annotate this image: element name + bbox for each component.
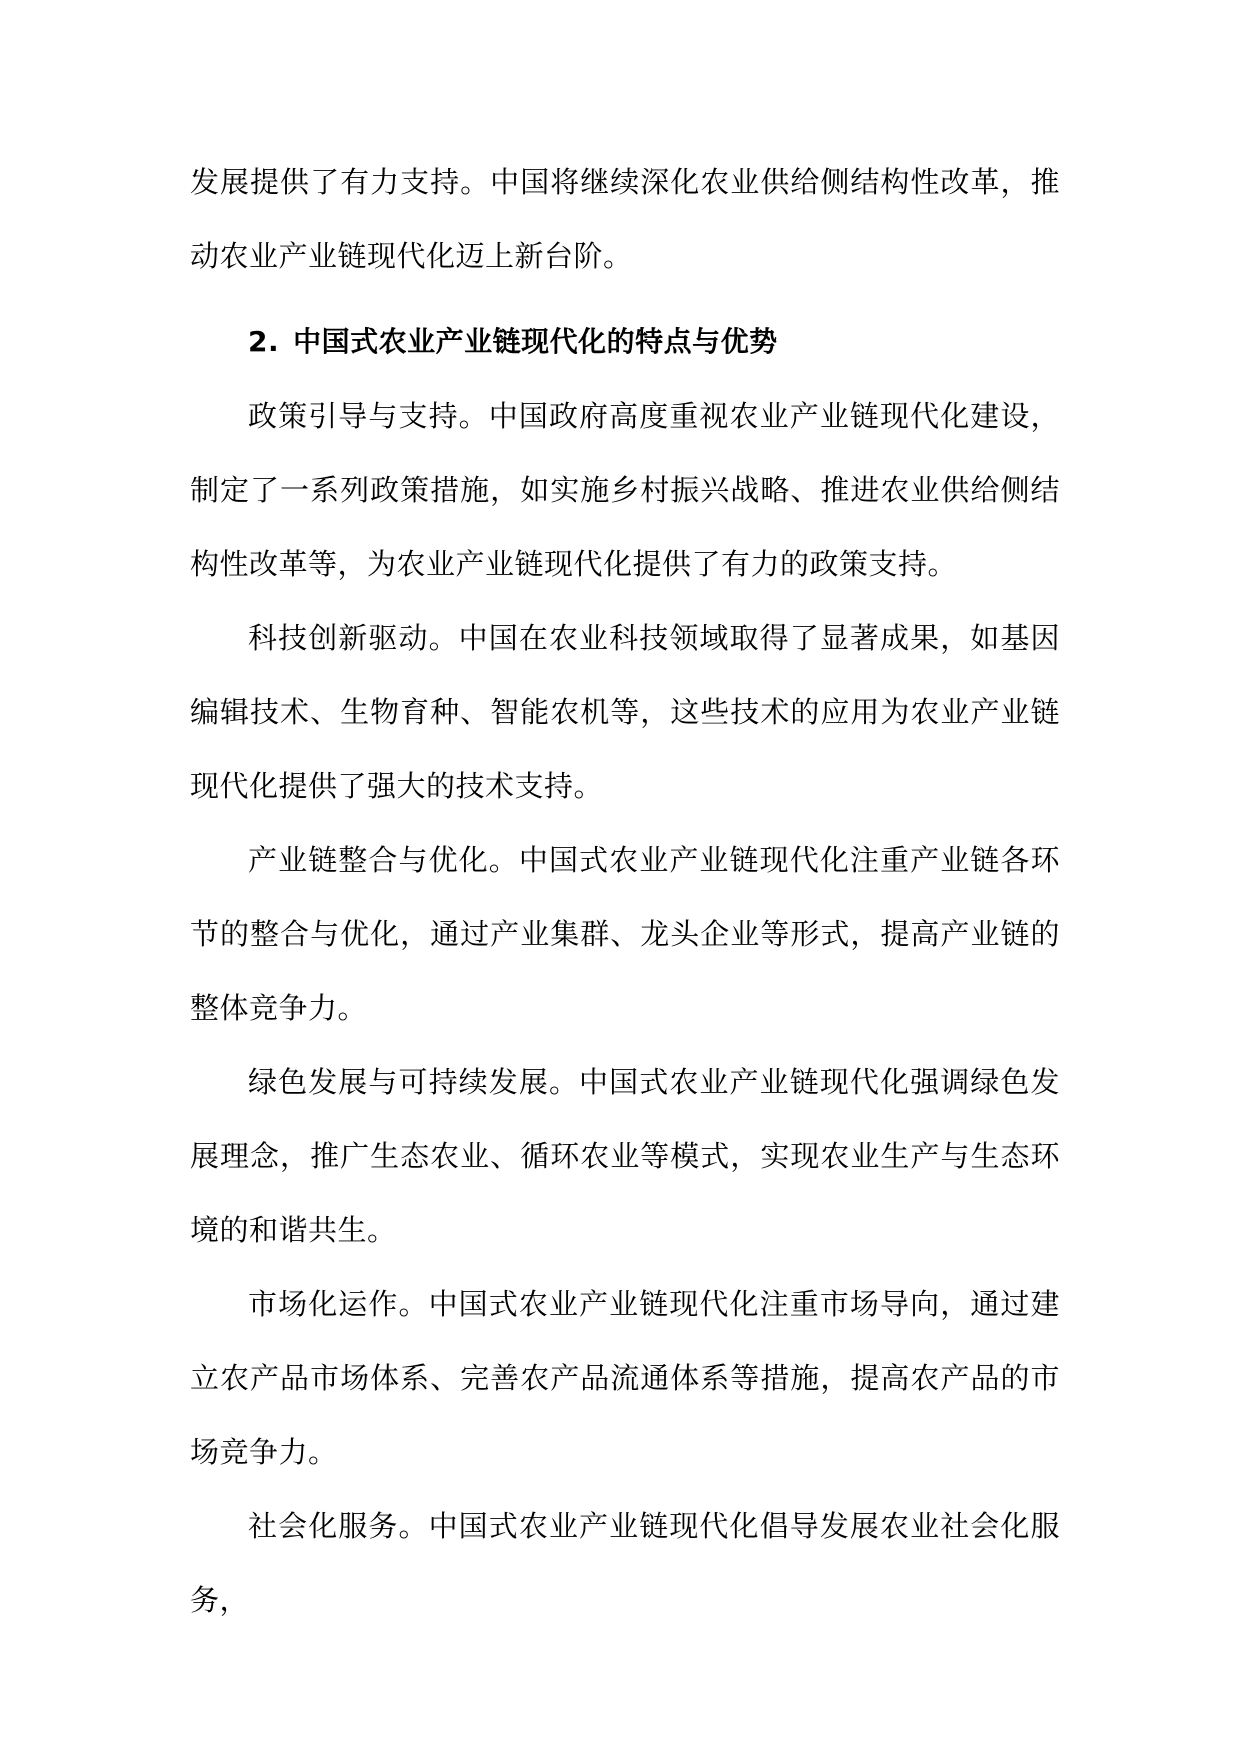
document-body	[190, 145, 1060, 1637]
paragraph-green-development: 绿色发展与可持续发展。中国式农业产业链现代化强调绿色发展理念，推广生态农业、循环农业等模式，实现农业生产与生态环境的和谐共生。	[190, 1065, 1060, 1247]
section-title: 中国式农业产业链现代化的特点与优势	[293, 325, 778, 358]
paragraph-technology: 科技创新驱动。中国在农业科技领域取得了显著成果，如基因编辑技术、生物育种、智能农机等，这些技术的应用为农业产业链现代化提供了强大的技术支持。	[190, 621, 1060, 803]
paragraph-industry-chain: 产业链整合与优化。中国式农业产业链现代化注重产业链各环节的整合与优化，通过产业集群、龙头企业等形式，提高产业链的整体竞争力。	[190, 843, 1060, 1025]
section-heading	[190, 305, 1060, 379]
paragraph-market: 市场化运作。中国式农业产业链现代化注重市场导向，通过建立农产品市场体系、完善农产品流通体系等措施，提高农产品的市场竞争力。	[190, 1287, 1060, 1469]
section-number: 2.	[248, 325, 280, 358]
paragraph-social-service: 社会化服务。中国式农业产业链现代化倡导发展农业社会化服务，	[190, 1509, 1060, 1617]
paragraph-continuation: 发展提供了有力支持。中国将继续深化农业供给侧结构性改革，推动农业产业链现代化迈上新台阶。	[190, 165, 1060, 273]
paragraph-policy: 政策引导与支持。中国政府高度重视农业产业链现代化建设，制定了一系列政策措施，如实施乡村振兴战略、推进农业供给侧结构性改革等，为农业产业链现代化提供了有力的政策支持。	[190, 399, 1060, 581]
